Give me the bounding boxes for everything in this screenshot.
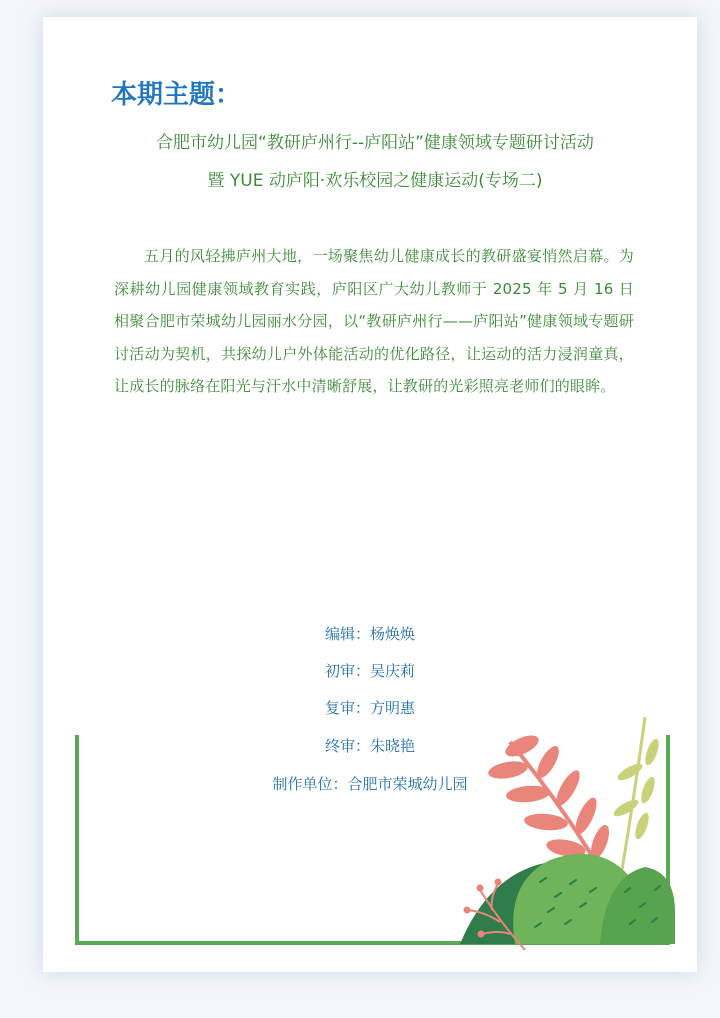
credit-producer: 制作单位：合肥市荣城幼儿园 xyxy=(272,775,468,793)
credit-editor: 编辑：杨焕焕 xyxy=(324,625,415,643)
event-title-line-2: 暨 YUE 动庐阳·欢乐校园之健康运动(专场二) xyxy=(207,171,543,191)
article-paragraph: 五月的风轻拂庐州大地，一场聚焦幼儿健康成长的教研盛宴悄然启幕。为深耕幼儿园健康领域教育实践，庐阳区广大幼儿教师于 2025 年 5 月 16 日相聚合肥市荣城幼儿园丽水分园，以“教研庐州行——庐阳站”健康领域专题研讨活动为契机，共探幼儿户外体能活动的优化路径，让运动的活力浸润童真，让成长的脉络在阳光与汗水中清晰舒展，让教研的光彩照亮老师们的眼眸。 xyxy=(114,247,634,396)
credit-second-review: 复审：方明惠 xyxy=(324,699,415,717)
plant-decoration-icon xyxy=(430,712,680,952)
credit-final-review: 终审：朱晓艳 xyxy=(324,737,415,755)
topic-title: 本期主题： xyxy=(111,80,242,110)
event-title-line-1: 合肥市幼儿园“教研庐州行--庐阳站”健康领域专题研讨活动 xyxy=(156,133,594,153)
credit-first-review: 初审：吴庆莉 xyxy=(324,662,415,680)
